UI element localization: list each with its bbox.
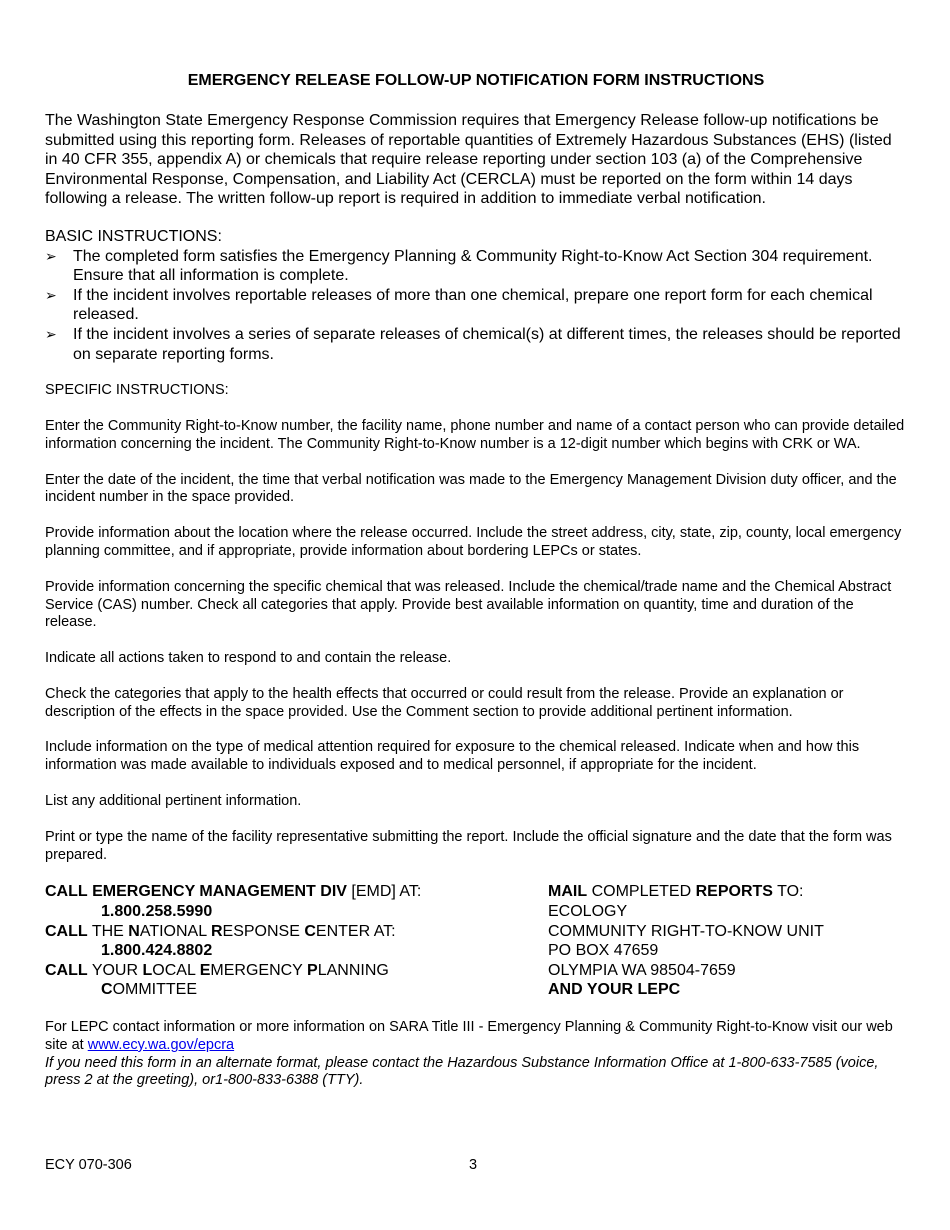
arrow-bullet-icon: ➢ <box>45 286 57 303</box>
form-code: ECY 070-306 <box>45 1157 132 1173</box>
lepc-line-cont: COMMITTEE <box>101 981 197 999</box>
specific-instructions-heading: SPECIFIC INSTRUCTIONS: <box>45 382 229 399</box>
specific-paragraph: Check the categories that apply to the health effects that occurred or could result from the release. Provide an explanation or description of the effects in the space provided. Use the Comment section to provide additional pertinent information. <box>45 685 844 720</box>
address-line: PO BOX 47659 <box>548 942 659 960</box>
nrc-phone: 1.800.424.8802 <box>101 942 213 960</box>
lepc-line: CALL YOUR LOCAL EMERGENCY PLANNING <box>45 961 389 979</box>
and-your-lepc: AND YOUR LEPC <box>548 981 681 999</box>
intro-paragraph: The Washington State Emergency Response Commission requires that Emergency Release follow-up notifications be submitted using this reporting form. Releases of reportable quantities of Extremely Hazardous Substances (EHS) (listed in 40 CFR 355, appendix A) or chemicals that require release reporting under section 103 (a) of the Comprehensive Environmental Response, Compensation, and Liability Act (CERCLA) must be reported on the form within 14 days following a release. The written follow-up report is required in addition to immediate verbal notification. <box>45 112 892 208</box>
lepc-info-text: For LEPC contact information or more information on SARA Title III - Emergency Planning & Community Right-to-Know visit our web site at <box>45 1019 893 1053</box>
list-item-text: The completed form satisfies the Emergency Planning & Community Right-to-Know Act Section 304 requirement. Ensure that all information is complete. <box>73 247 873 285</box>
specific-paragraph: Provide information concerning the specific chemical that was released. Include the chemical/trade name and the Chemical Abstract Service (CAS) number. Check all categories that apply. Provide best available information on quantity, time and duration of the release. <box>45 578 892 631</box>
address-line: COMMUNITY RIGHT-TO-KNOW UNIT <box>548 922 824 940</box>
address-line: ECOLOGY <box>548 903 628 921</box>
basic-instructions-heading: BASIC INSTRUCTIONS: <box>45 227 222 245</box>
epcra-website-link[interactable]: www.ecy.wa.gov/epcra <box>87 1036 235 1053</box>
list-item-text: If the incident involves reportable releases of more than one chemical, prepare one report form for each chemical released. <box>73 286 873 324</box>
mail-address <box>548 882 907 1000</box>
specific-paragraph: Provide information about the location where the release occurred. Include the street address, city, state, zip, county, local emergency planning committee, and if appropriate, provide information about bordering LEPCs or states. <box>45 525 902 559</box>
page-title: EMERGENCY RELEASE FOLLOW-UP NOTIFICATION FORM INSTRUCTIONS <box>187 72 765 89</box>
arrow-bullet-icon: ➢ <box>45 247 57 264</box>
page-number: 3 <box>469 1157 478 1173</box>
mail-heading: MAIL COMPLETED REPORTS TO: <box>548 883 804 901</box>
list-item <box>45 325 907 364</box>
address-line: OLYMPIA WA 98504-7659 <box>548 961 736 979</box>
alternate-format-notice: If you need this form in an alternate format, please contact the Hazardous Substance Information Office at 1-800-633-7585 (voice, press 2 at the greeting), or1-800-833-6388 (TTY). <box>45 1054 879 1089</box>
specific-paragraph: Print or type the name of the facility representative submitting the report. Include the official signature and the date that the form was prepared. <box>45 828 892 863</box>
specific-paragraph: List any additional pertinent information. <box>45 793 302 810</box>
basic-instructions-list <box>45 247 907 365</box>
contact-section <box>45 882 907 1000</box>
emd-line: CALL EMERGENCY MANAGEMENT DIV [EMD] AT: <box>45 883 422 901</box>
arrow-bullet-icon: ➢ <box>45 325 57 342</box>
specific-paragraph: Include information on the type of medical attention required for exposure to the chemical released. Indicate when and how this information was made available to individuals exposed and to medical personnel, if appropriate for the incident. <box>45 739 860 774</box>
footer-info <box>45 1019 907 1090</box>
list-item <box>45 286 907 325</box>
list-item <box>45 247 907 286</box>
instructions-page <box>45 72 907 1090</box>
specific-paragraph: Indicate all actions taken to respond to and contain the release. <box>45 650 452 667</box>
list-item-text: If the incident involves a series of separate releases of chemical(s) at different times, the releases should be reported on separate reporting forms. <box>73 325 901 363</box>
nrc-line: CALL THE NATIONAL RESPONSE CENTER AT: <box>45 922 396 940</box>
emd-phone: 1.800.258.5990 <box>101 903 213 921</box>
specific-paragraph: Enter the Community Right-to-Know number, the facility name, phone number and name of a contact person who can provide detailed information concerning the incident. The Community Right-to-Know number is a 12-digit number which begins with CRK or WA. <box>45 417 905 452</box>
call-contacts <box>45 882 548 1000</box>
specific-paragraph: Enter the date of the incident, the time that verbal notification was made to the Emergency Management Division duty officer, and the incident number in the space provided. <box>45 471 897 506</box>
